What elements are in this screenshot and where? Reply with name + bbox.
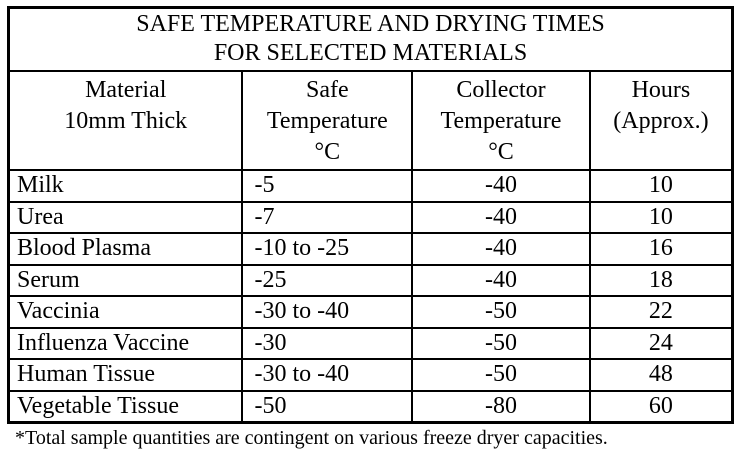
collector-temp-cell: -50 xyxy=(412,359,590,391)
material-cell: Vegetable Tissue xyxy=(9,391,243,423)
column-header-collector-temperature xyxy=(412,71,590,170)
material-cell: Milk xyxy=(9,170,243,202)
material-cell: Blood Plasma xyxy=(9,233,243,265)
column-header-hours xyxy=(590,71,733,170)
header-line: Collector xyxy=(456,77,546,103)
collector-temp-cell: -40 xyxy=(412,265,590,297)
table-row xyxy=(9,391,733,423)
safe-temp-cell: -7 xyxy=(242,202,412,234)
safe-temp-cell: -30 to -40 xyxy=(242,359,412,391)
hours-cell: 60 xyxy=(590,391,733,423)
hours-cell: 48 xyxy=(590,359,733,391)
material-cell: Serum xyxy=(9,265,243,297)
hours-cell: 16 xyxy=(590,233,733,265)
table-row xyxy=(9,296,733,328)
material-cell: Urea xyxy=(9,202,243,234)
header-line: °C xyxy=(488,139,514,165)
safe-temp-cell: -10 to -25 xyxy=(242,233,412,265)
table-row xyxy=(9,170,733,202)
header-line: Temperature xyxy=(266,108,388,134)
collector-temp-cell: -40 xyxy=(412,202,590,234)
column-header-material xyxy=(9,71,243,170)
safe-temp-cell: -25 xyxy=(242,265,412,297)
header-line: (Approx.) xyxy=(613,108,709,134)
header-line: °C xyxy=(314,139,341,165)
material-cell: Influenza Vaccine xyxy=(9,328,243,360)
collector-temp-cell: -50 xyxy=(412,296,590,328)
title-row xyxy=(9,8,733,72)
column-header-safe-temperature xyxy=(242,71,412,170)
material-cell: Human Tissue xyxy=(9,359,243,391)
safe-temperature-table xyxy=(7,6,734,424)
header-line: 10mm Thick xyxy=(64,108,188,134)
header-line: Material xyxy=(85,77,167,103)
collector-temp-cell: -40 xyxy=(412,233,590,265)
table-title-line2: FOR SELECTED MATERIALS xyxy=(213,40,528,66)
footnote: *Total sample quantities are contingent on various freeze dryer capacities. xyxy=(15,426,608,449)
header-line: Safe xyxy=(305,77,349,103)
table-row xyxy=(9,233,733,265)
collector-temp-cell: -80 xyxy=(412,391,590,423)
hours-cell: 10 xyxy=(590,170,733,202)
table-row xyxy=(9,202,733,234)
table-row xyxy=(9,359,733,391)
hours-cell: 24 xyxy=(590,328,733,360)
safe-temp-cell: -5 xyxy=(242,170,412,202)
hours-cell: 10 xyxy=(590,202,733,234)
collector-temp-cell: -40 xyxy=(412,170,590,202)
safe-temp-cell: -30 xyxy=(242,328,412,360)
table-row xyxy=(9,265,733,297)
material-cell: Vaccinia xyxy=(9,296,243,328)
header-line: Temperature xyxy=(440,108,562,134)
safe-temp-cell: -30 to -40 xyxy=(242,296,412,328)
hours-cell: 22 xyxy=(590,296,733,328)
collector-temp-cell: -50 xyxy=(412,328,590,360)
table-title xyxy=(9,8,733,72)
header-line: Hours xyxy=(631,77,691,103)
hours-cell: 18 xyxy=(590,265,733,297)
safe-temp-cell: -50 xyxy=(242,391,412,423)
header-row xyxy=(9,71,733,170)
table-title-line1: SAFE TEMPERATURE AND DRYING TIMES xyxy=(136,11,605,37)
table-row xyxy=(9,328,733,360)
